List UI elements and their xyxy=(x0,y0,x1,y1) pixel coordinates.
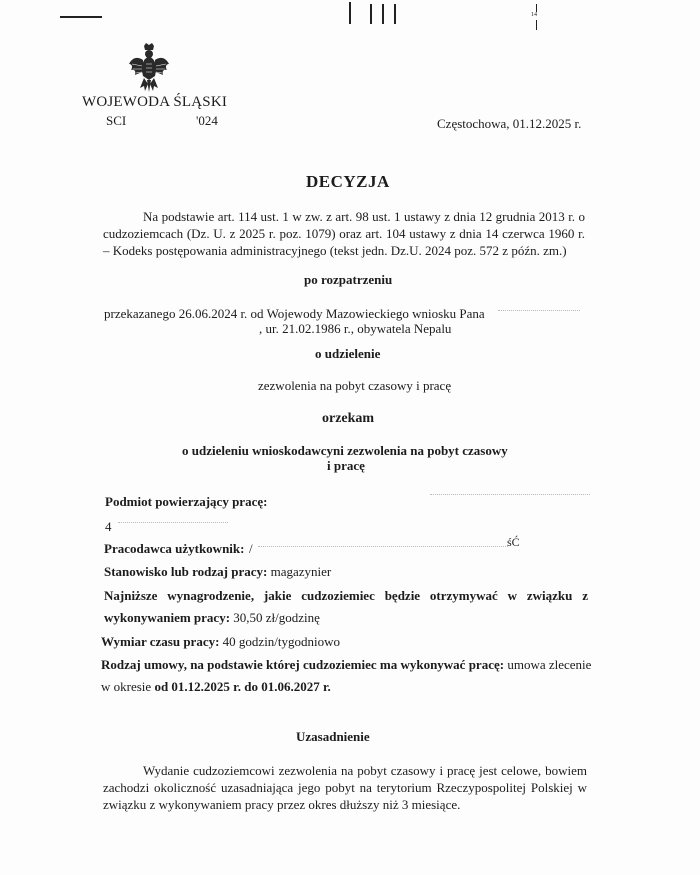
ruling-line-2: i pracę xyxy=(327,458,365,473)
after-review-label: po rozpatrzeniu xyxy=(304,272,393,287)
scan-mark-bar xyxy=(382,4,384,24)
legal-basis: Na podstawie art. 114 ust. 1 w zw. z art. 98 ust. 1 ustawy z dnia 12 grudnia 2013 r. o cudzoziemcach (Dz. U. z 2025 r. poz. 1079) oraz art. 104 ustawy z dnia 14 czerwca 1960 r. – Kodeks postępowania administracyjnego (tekst jedn. Dz.U. 2024 poz. 572 z późn. zm.) xyxy=(103,209,585,258)
period-row xyxy=(101,679,331,695)
document-title: DECYZJA xyxy=(306,172,390,191)
employer-label: Pracodawca użytkownik: xyxy=(104,541,245,556)
authority-name: WOJEWODA ŚLĄSKI xyxy=(82,94,228,110)
salary-label-line-2: wykonywaniem pracy: xyxy=(104,610,231,625)
contract-label: Rodzaj umowy, na podstawie której cudzoziemiec ma wykonywać pracę: xyxy=(101,657,505,672)
salary-label-line-1: Najniższe wynagrodzenie, jakie cudzoziemiec będzie otrzymywać w związku z xyxy=(104,588,588,603)
application-line-1: przekazanego 26.06.2024 r. od Wojewody Mazowieckiego wniosku Pana xyxy=(104,306,485,321)
entrusting-entity-value: 4 xyxy=(105,519,112,534)
justification-text: Wydanie cudzoziemcowi zezwolenia na pobyt czasowy i pracę jest celowe, bowiem zachodzi okoliczność uzasadniająca jego pobyt na terytorium Rzeczypospolitej Polskiej w związku z wykonywaniem pracy przez okres dłuższy niż 3 miesiące. xyxy=(103,763,587,812)
justification-title: Uzasadnienie xyxy=(296,729,370,744)
reference-prefix: SCI xyxy=(106,113,127,128)
place-date: Częstochowa, 01.12.2025 r. xyxy=(437,116,582,131)
contract-row xyxy=(101,657,591,673)
scan-mark-bar xyxy=(536,4,537,12)
ruling-label: orzekam xyxy=(322,411,375,426)
period-prefix: w okresie xyxy=(101,679,152,694)
redacted-employer xyxy=(258,536,508,547)
redacted-entity xyxy=(430,484,590,495)
permit-type: zezwolenia na pobyt czasowy i pracę xyxy=(258,378,452,393)
position-value: magazynier xyxy=(270,564,332,579)
application-line-2: , ur. 21.02.1986 r., obywatela Nepalu xyxy=(259,321,452,336)
scan-mark-line xyxy=(60,16,102,18)
eagle-emblem-icon xyxy=(127,42,171,94)
contract-value: umowa zlecenie xyxy=(507,657,592,672)
salary-row xyxy=(104,610,320,626)
position-label: Stanowisko lub rodzaj pracy: xyxy=(104,564,268,579)
corner-mark: 14 xyxy=(531,12,537,18)
hours-label: Wymiar czasu pracy: xyxy=(101,634,220,649)
ruling-line-1: o udzieleniu wnioskodawcyni zezwolenia na pobyt czasowy xyxy=(182,443,508,458)
period-value: od 01.12.2025 r. do 01.06.2027 r. xyxy=(154,679,331,694)
entrusting-entity-label: Podmiot powierzający pracę: xyxy=(105,494,268,509)
hours-value: 40 godzin/tygodniowo xyxy=(222,634,341,649)
employer-value: / xyxy=(249,541,253,556)
position-row xyxy=(104,564,331,580)
redacted-name xyxy=(498,300,580,311)
hours-row xyxy=(101,634,340,650)
scan-mark-bar xyxy=(370,4,372,24)
reference-suffix: '024 xyxy=(196,113,218,128)
employer-tail: śĆ xyxy=(507,535,520,549)
scan-mark-bar xyxy=(394,4,396,24)
regarding-label: o udzielenie xyxy=(315,346,381,361)
scan-mark-bar xyxy=(536,20,537,30)
redacted-entity-value xyxy=(118,512,228,523)
salary-value: 30,50 zł/godzinę xyxy=(233,610,320,625)
scan-mark-bar xyxy=(349,2,351,24)
